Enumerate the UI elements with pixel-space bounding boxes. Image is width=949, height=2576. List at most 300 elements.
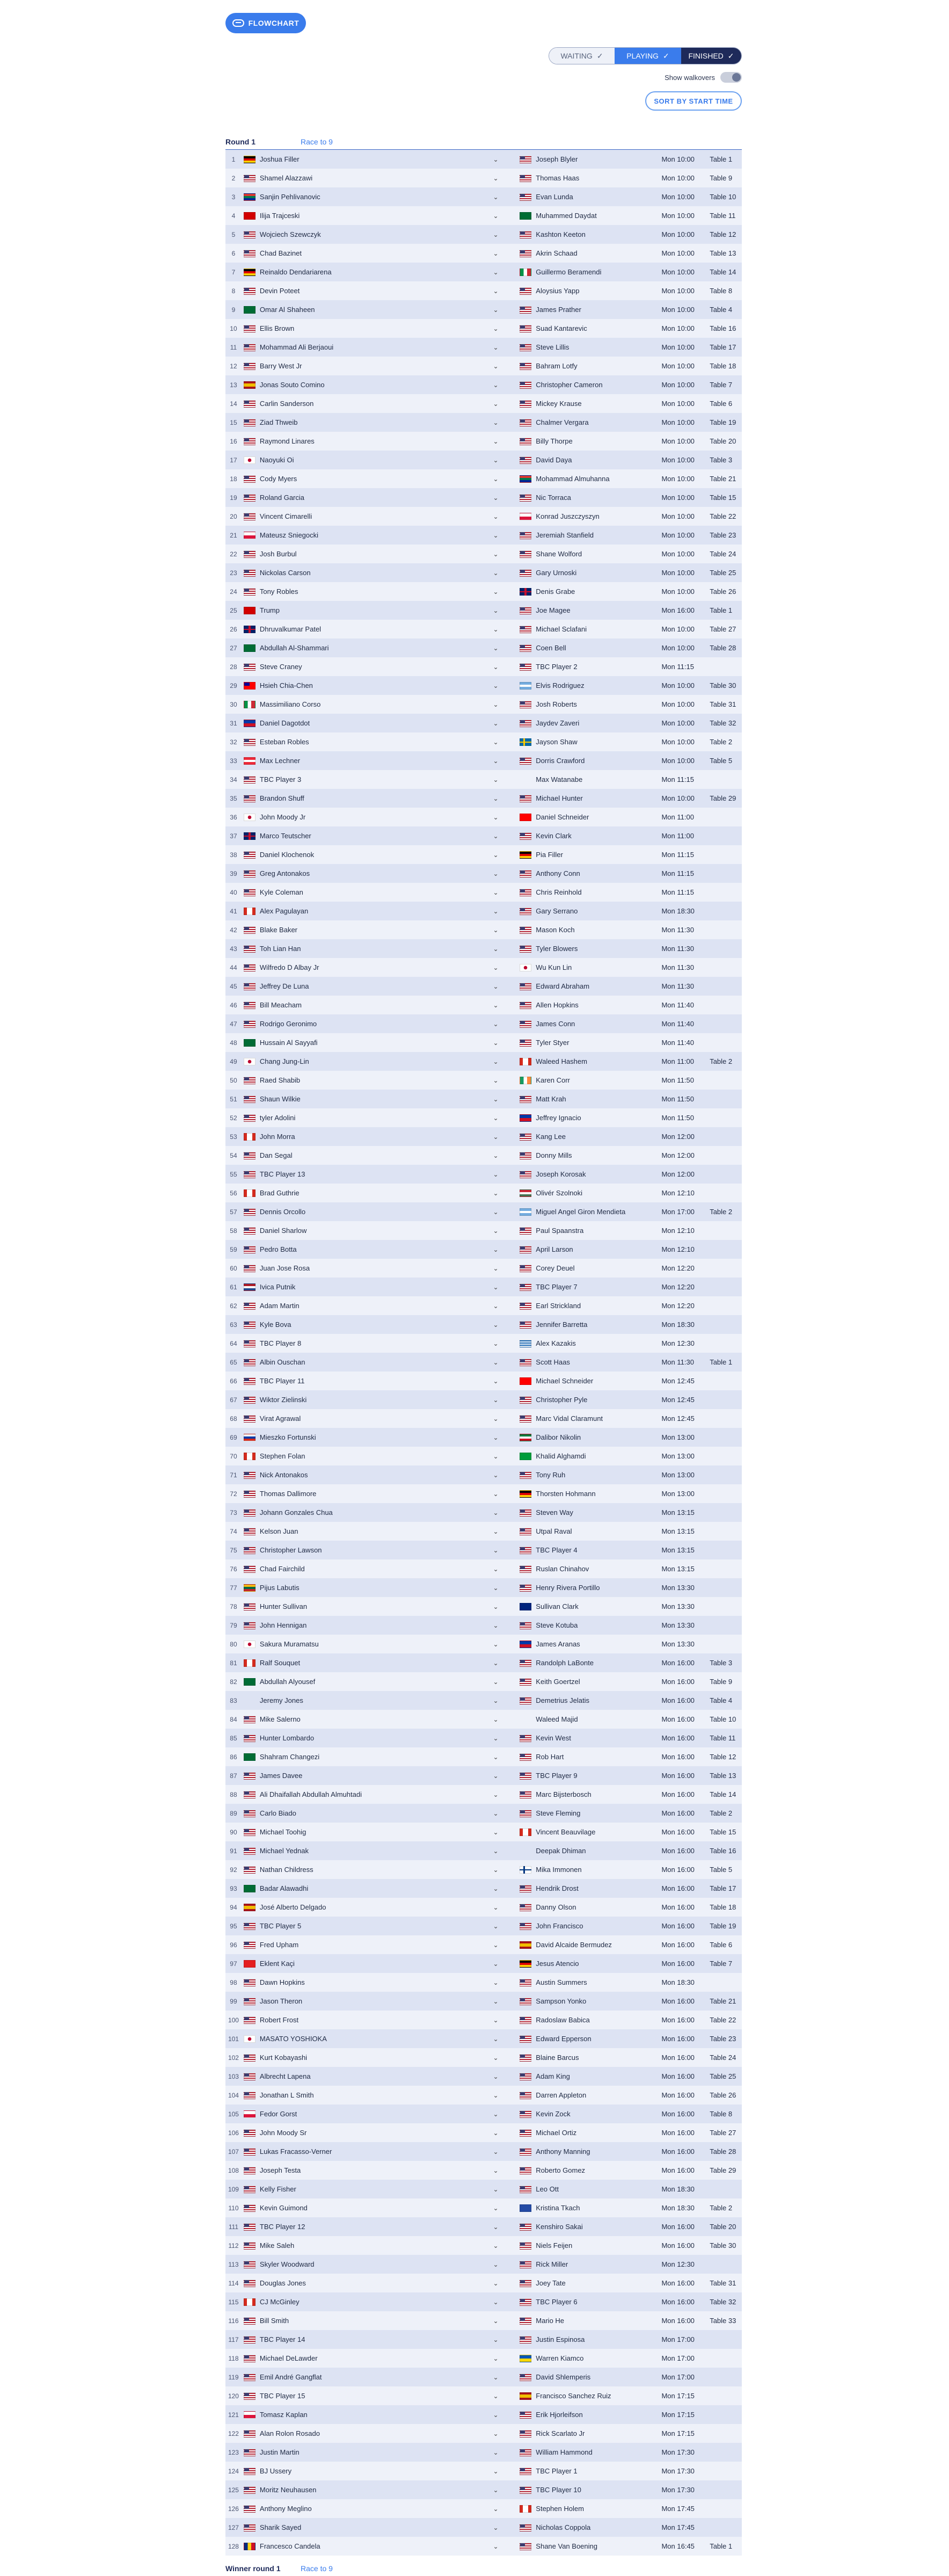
chevron-down-icon[interactable]: ⌄ bbox=[493, 606, 499, 614]
match-row[interactable] bbox=[225, 808, 742, 826]
player-1[interactable] bbox=[242, 193, 493, 201]
player-2[interactable] bbox=[520, 625, 661, 633]
match-row[interactable] bbox=[225, 902, 742, 920]
match-row[interactable] bbox=[225, 357, 742, 375]
player-2[interactable] bbox=[520, 1076, 661, 1084]
match-row[interactable] bbox=[225, 676, 742, 695]
match-row[interactable] bbox=[225, 1221, 742, 1240]
chevron-down-icon[interactable]: ⌄ bbox=[493, 2110, 499, 2118]
match-row[interactable] bbox=[225, 1710, 742, 1729]
chevron-down-icon[interactable]: ⌄ bbox=[493, 2411, 499, 2419]
player-1[interactable] bbox=[242, 1734, 493, 1742]
player-2[interactable] bbox=[520, 531, 661, 539]
chevron-down-icon[interactable]: ⌄ bbox=[493, 1358, 499, 1366]
player-2[interactable] bbox=[520, 1584, 661, 1592]
match-row[interactable] bbox=[225, 225, 742, 244]
player-2[interactable] bbox=[520, 1772, 661, 1780]
chevron-down-icon[interactable]: ⌄ bbox=[493, 945, 499, 953]
player-2[interactable] bbox=[520, 644, 661, 652]
player-1[interactable] bbox=[242, 418, 493, 426]
player-1[interactable] bbox=[242, 1659, 493, 1667]
player-2[interactable] bbox=[520, 1396, 661, 1404]
player-1[interactable] bbox=[242, 2185, 493, 2193]
match-row[interactable] bbox=[225, 563, 742, 582]
match-row[interactable] bbox=[225, 2255, 742, 2274]
player-2[interactable] bbox=[520, 963, 661, 971]
match-row[interactable] bbox=[225, 1315, 742, 1334]
match-row[interactable] bbox=[225, 1541, 742, 1559]
player-2[interactable] bbox=[520, 362, 661, 370]
player-2[interactable] bbox=[520, 606, 661, 614]
player-1[interactable] bbox=[242, 775, 493, 783]
player-1[interactable] bbox=[242, 2335, 493, 2343]
player-2[interactable] bbox=[520, 587, 661, 596]
player-1[interactable] bbox=[242, 343, 493, 351]
player-1[interactable] bbox=[242, 2505, 493, 2513]
match-row[interactable] bbox=[225, 1729, 742, 1747]
player-1[interactable] bbox=[242, 2429, 493, 2437]
player-2[interactable] bbox=[520, 1170, 661, 1178]
match-row[interactable] bbox=[225, 413, 742, 432]
player-2[interactable] bbox=[520, 212, 661, 220]
player-1[interactable] bbox=[242, 2260, 493, 2268]
player-2[interactable] bbox=[520, 2110, 661, 2118]
match-row[interactable] bbox=[225, 864, 742, 883]
player-2[interactable] bbox=[520, 1208, 661, 1216]
player-2[interactable] bbox=[520, 1790, 661, 1798]
chevron-down-icon[interactable]: ⌄ bbox=[493, 2091, 499, 2099]
chevron-down-icon[interactable]: ⌄ bbox=[493, 2505, 499, 2513]
chevron-down-icon[interactable]: ⌄ bbox=[493, 1696, 499, 1704]
match-row[interactable] bbox=[225, 826, 742, 845]
match-row[interactable] bbox=[225, 263, 742, 281]
chevron-down-icon[interactable]: ⌄ bbox=[493, 418, 499, 426]
chevron-down-icon[interactable]: ⌄ bbox=[493, 2147, 499, 2156]
player-2[interactable] bbox=[520, 1903, 661, 1911]
match-row[interactable] bbox=[225, 488, 742, 507]
match-row[interactable] bbox=[225, 2161, 742, 2180]
player-2[interactable] bbox=[520, 1753, 661, 1761]
player-1[interactable] bbox=[242, 362, 493, 370]
chevron-down-icon[interactable]: ⌄ bbox=[493, 1866, 499, 1874]
player-1[interactable] bbox=[242, 1903, 493, 1911]
player-2[interactable] bbox=[520, 1264, 661, 1272]
player-2[interactable] bbox=[520, 1433, 661, 1441]
player-2[interactable] bbox=[520, 1508, 661, 1516]
player-1[interactable] bbox=[242, 1565, 493, 1573]
player-1[interactable] bbox=[242, 212, 493, 220]
match-row[interactable] bbox=[225, 2011, 742, 2029]
player-2[interactable] bbox=[520, 1884, 661, 1892]
player-1[interactable] bbox=[242, 1057, 493, 1065]
player-2[interactable] bbox=[520, 2072, 661, 2080]
match-row[interactable] bbox=[225, 582, 742, 601]
player-1[interactable] bbox=[242, 2298, 493, 2306]
player-2[interactable] bbox=[520, 2505, 661, 2513]
player-1[interactable] bbox=[242, 1189, 493, 1197]
player-1[interactable] bbox=[242, 1133, 493, 1141]
player-1[interactable] bbox=[242, 1602, 493, 1610]
player-1[interactable] bbox=[242, 1320, 493, 1329]
filter-waiting[interactable] bbox=[549, 48, 615, 64]
match-row[interactable] bbox=[225, 244, 742, 263]
chevron-down-icon[interactable]: ⌄ bbox=[493, 2373, 499, 2381]
match-row[interactable] bbox=[225, 1879, 742, 1898]
match-row[interactable] bbox=[225, 1653, 742, 1672]
chevron-down-icon[interactable]: ⌄ bbox=[493, 512, 499, 520]
match-row[interactable] bbox=[225, 2368, 742, 2386]
match-row[interactable] bbox=[225, 338, 742, 357]
player-1[interactable] bbox=[242, 1358, 493, 1366]
chevron-down-icon[interactable]: ⌄ bbox=[493, 1039, 499, 1047]
player-1[interactable] bbox=[242, 268, 493, 276]
player-2[interactable] bbox=[520, 1114, 661, 1122]
player-2[interactable] bbox=[520, 1001, 661, 1009]
chevron-down-icon[interactable]: ⌄ bbox=[493, 2223, 499, 2231]
player-2[interactable] bbox=[520, 1922, 661, 1930]
player-2[interactable] bbox=[520, 926, 661, 934]
player-2[interactable] bbox=[520, 851, 661, 859]
player-2[interactable] bbox=[520, 1151, 661, 1159]
player-1[interactable] bbox=[242, 1960, 493, 1968]
chevron-down-icon[interactable]: ⌄ bbox=[493, 550, 499, 558]
chevron-down-icon[interactable]: ⌄ bbox=[493, 794, 499, 802]
player-1[interactable] bbox=[242, 1264, 493, 1272]
player-2[interactable] bbox=[520, 1414, 661, 1423]
match-row[interactable] bbox=[225, 2029, 742, 2048]
player-2[interactable] bbox=[520, 1847, 661, 1855]
match-row[interactable] bbox=[225, 1992, 742, 2011]
chevron-down-icon[interactable]: ⌄ bbox=[493, 1640, 499, 1648]
player-1[interactable] bbox=[242, 1678, 493, 1686]
player-2[interactable] bbox=[520, 2298, 661, 2306]
chevron-down-icon[interactable]: ⌄ bbox=[493, 1584, 499, 1592]
chevron-down-icon[interactable]: ⌄ bbox=[493, 2486, 499, 2494]
match-row[interactable] bbox=[225, 920, 742, 939]
match-row[interactable] bbox=[225, 1522, 742, 1541]
match-row[interactable] bbox=[225, 1823, 742, 1841]
player-1[interactable] bbox=[242, 1809, 493, 1817]
player-1[interactable] bbox=[242, 2016, 493, 2024]
player-1[interactable] bbox=[242, 644, 493, 652]
chevron-down-icon[interactable]: ⌄ bbox=[493, 1245, 499, 1253]
chevron-down-icon[interactable]: ⌄ bbox=[493, 2241, 499, 2250]
player-2[interactable] bbox=[520, 794, 661, 802]
player-2[interactable] bbox=[520, 418, 661, 426]
chevron-down-icon[interactable]: ⌄ bbox=[493, 1057, 499, 1065]
player-2[interactable] bbox=[520, 400, 661, 408]
match-row[interactable] bbox=[225, 451, 742, 469]
player-2[interactable] bbox=[520, 1245, 661, 1253]
match-row[interactable] bbox=[225, 1259, 742, 1278]
match-row[interactable] bbox=[225, 1898, 742, 1917]
player-1[interactable] bbox=[242, 1114, 493, 1122]
player-1[interactable] bbox=[242, 1039, 493, 1047]
player-2[interactable] bbox=[520, 155, 661, 163]
player-2[interactable] bbox=[520, 1866, 661, 1874]
chevron-down-icon[interactable]: ⌄ bbox=[493, 2260, 499, 2268]
chevron-down-icon[interactable]: ⌄ bbox=[493, 1076, 499, 1084]
chevron-down-icon[interactable]: ⌄ bbox=[493, 1377, 499, 1385]
player-1[interactable] bbox=[242, 1377, 493, 1385]
player-2[interactable] bbox=[520, 1020, 661, 1028]
match-row[interactable] bbox=[225, 1090, 742, 1108]
player-1[interactable] bbox=[242, 287, 493, 295]
match-row[interactable] bbox=[225, 2499, 742, 2518]
player-1[interactable] bbox=[242, 719, 493, 727]
chevron-down-icon[interactable]: ⌄ bbox=[493, 1790, 499, 1798]
player-1[interactable] bbox=[242, 437, 493, 445]
match-row[interactable] bbox=[225, 638, 742, 657]
player-2[interactable] bbox=[520, 249, 661, 257]
chevron-down-icon[interactable]: ⌄ bbox=[493, 1095, 499, 1103]
chevron-down-icon[interactable]: ⌄ bbox=[493, 1960, 499, 1968]
player-1[interactable] bbox=[242, 681, 493, 690]
player-1[interactable] bbox=[242, 1020, 493, 1028]
chevron-down-icon[interactable]: ⌄ bbox=[493, 832, 499, 840]
player-2[interactable] bbox=[520, 663, 661, 671]
chevron-down-icon[interactable]: ⌄ bbox=[493, 982, 499, 990]
player-2[interactable] bbox=[520, 381, 661, 389]
match-row[interactable] bbox=[225, 1033, 742, 1052]
chevron-down-icon[interactable]: ⌄ bbox=[493, 1471, 499, 1479]
chevron-down-icon[interactable]: ⌄ bbox=[493, 306, 499, 314]
chevron-down-icon[interactable]: ⌄ bbox=[493, 1227, 499, 1235]
player-1[interactable] bbox=[242, 738, 493, 746]
player-1[interactable] bbox=[242, 2204, 493, 2212]
player-2[interactable] bbox=[520, 2241, 661, 2250]
chevron-down-icon[interactable]: ⌄ bbox=[493, 1170, 499, 1178]
chevron-down-icon[interactable]: ⌄ bbox=[493, 1208, 499, 1216]
match-row[interactable] bbox=[225, 169, 742, 187]
chevron-down-icon[interactable]: ⌄ bbox=[493, 2204, 499, 2212]
player-2[interactable] bbox=[520, 1527, 661, 1535]
player-1[interactable] bbox=[242, 1339, 493, 1347]
chevron-down-icon[interactable]: ⌄ bbox=[493, 2542, 499, 2550]
player-1[interactable] bbox=[242, 400, 493, 408]
player-2[interactable] bbox=[520, 1133, 661, 1141]
player-2[interactable] bbox=[520, 775, 661, 783]
player-2[interactable] bbox=[520, 2035, 661, 2043]
chevron-down-icon[interactable]: ⌄ bbox=[493, 569, 499, 577]
chevron-down-icon[interactable]: ⌄ bbox=[493, 249, 499, 257]
player-2[interactable] bbox=[520, 2204, 661, 2212]
chevron-down-icon[interactable]: ⌄ bbox=[493, 700, 499, 708]
match-row[interactable] bbox=[225, 1954, 742, 1973]
player-2[interactable] bbox=[520, 2354, 661, 2362]
chevron-down-icon[interactable]: ⌄ bbox=[493, 775, 499, 783]
player-1[interactable] bbox=[242, 2279, 493, 2287]
player-2[interactable] bbox=[520, 1659, 661, 1667]
match-row[interactable] bbox=[225, 187, 742, 206]
player-1[interactable] bbox=[242, 1866, 493, 1874]
player-1[interactable] bbox=[242, 2523, 493, 2531]
match-row[interactable] bbox=[225, 732, 742, 751]
chevron-down-icon[interactable]: ⌄ bbox=[493, 531, 499, 539]
player-2[interactable] bbox=[520, 1302, 661, 1310]
player-1[interactable] bbox=[242, 1922, 493, 1930]
chevron-down-icon[interactable]: ⌄ bbox=[493, 2354, 499, 2362]
player-2[interactable] bbox=[520, 193, 661, 201]
player-1[interactable] bbox=[242, 2110, 493, 2118]
match-row[interactable] bbox=[225, 1973, 742, 1992]
match-row[interactable] bbox=[225, 1334, 742, 1353]
chevron-down-icon[interactable]: ⌄ bbox=[493, 1490, 499, 1498]
player-1[interactable] bbox=[242, 2072, 493, 2080]
chevron-down-icon[interactable]: ⌄ bbox=[493, 343, 499, 351]
player-2[interactable] bbox=[520, 1339, 661, 1347]
match-row[interactable] bbox=[225, 526, 742, 545]
player-1[interactable] bbox=[242, 1584, 493, 1592]
chevron-down-icon[interactable]: ⌄ bbox=[493, 2467, 499, 2475]
player-1[interactable] bbox=[242, 2354, 493, 2362]
chevron-down-icon[interactable]: ⌄ bbox=[493, 2035, 499, 2043]
chevron-down-icon[interactable]: ⌄ bbox=[493, 1809, 499, 1817]
match-row[interactable] bbox=[225, 2480, 742, 2499]
player-2[interactable] bbox=[520, 1828, 661, 1836]
match-row[interactable] bbox=[225, 1127, 742, 1146]
player-2[interactable] bbox=[520, 1960, 661, 1968]
player-1[interactable] bbox=[242, 306, 493, 314]
player-2[interactable] bbox=[520, 1809, 661, 1817]
player-1[interactable] bbox=[242, 2411, 493, 2419]
match-row[interactable] bbox=[225, 2274, 742, 2292]
match-row[interactable] bbox=[225, 1691, 742, 1710]
player-1[interactable] bbox=[242, 1978, 493, 1986]
chevron-down-icon[interactable]: ⌄ bbox=[493, 155, 499, 163]
player-2[interactable] bbox=[520, 2053, 661, 2062]
chevron-down-icon[interactable]: ⌄ bbox=[493, 2053, 499, 2062]
player-1[interactable] bbox=[242, 625, 493, 633]
player-2[interactable] bbox=[520, 2147, 661, 2156]
chevron-down-icon[interactable]: ⌄ bbox=[493, 2317, 499, 2325]
player-2[interactable] bbox=[520, 343, 661, 351]
player-2[interactable] bbox=[520, 494, 661, 502]
match-row[interactable] bbox=[225, 300, 742, 319]
chevron-down-icon[interactable]: ⌄ bbox=[493, 2429, 499, 2437]
player-1[interactable] bbox=[242, 1640, 493, 1648]
player-1[interactable] bbox=[242, 1621, 493, 1629]
match-row[interactable] bbox=[225, 1409, 742, 1428]
match-row[interactable] bbox=[225, 2123, 742, 2142]
player-2[interactable] bbox=[520, 1227, 661, 1235]
player-1[interactable] bbox=[242, 2486, 493, 2494]
player-1[interactable] bbox=[242, 2129, 493, 2137]
player-1[interactable] bbox=[242, 550, 493, 558]
player-1[interactable] bbox=[242, 381, 493, 389]
player-2[interactable] bbox=[520, 888, 661, 896]
match-row[interactable] bbox=[225, 1860, 742, 1879]
chevron-down-icon[interactable]: ⌄ bbox=[493, 1997, 499, 2005]
player-1[interactable] bbox=[242, 155, 493, 163]
match-row[interactable] bbox=[225, 2292, 742, 2311]
chevron-down-icon[interactable]: ⌄ bbox=[493, 813, 499, 821]
chevron-down-icon[interactable]: ⌄ bbox=[493, 2072, 499, 2080]
match-row[interactable] bbox=[225, 1578, 742, 1597]
player-2[interactable] bbox=[520, 1490, 661, 1498]
match-row[interactable] bbox=[225, 1108, 742, 1127]
match-row[interactable] bbox=[225, 2180, 742, 2198]
match-row[interactable] bbox=[225, 545, 742, 563]
chevron-down-icon[interactable]: ⌄ bbox=[493, 926, 499, 934]
match-row[interactable] bbox=[225, 1635, 742, 1653]
player-1[interactable] bbox=[242, 1772, 493, 1780]
chevron-down-icon[interactable]: ⌄ bbox=[493, 1414, 499, 1423]
chevron-down-icon[interactable]: ⌄ bbox=[493, 1433, 499, 1441]
chevron-down-icon[interactable]: ⌄ bbox=[493, 2523, 499, 2531]
chevron-down-icon[interactable]: ⌄ bbox=[493, 174, 499, 182]
match-row[interactable] bbox=[225, 1672, 742, 1691]
player-2[interactable] bbox=[520, 719, 661, 727]
match-row[interactable] bbox=[225, 1559, 742, 1578]
player-1[interactable] bbox=[242, 1884, 493, 1892]
filter-playing[interactable] bbox=[615, 48, 681, 64]
match-row[interactable] bbox=[225, 695, 742, 714]
chevron-down-icon[interactable]: ⌄ bbox=[493, 1715, 499, 1723]
match-row[interactable] bbox=[225, 1465, 742, 1484]
match-row[interactable] bbox=[225, 281, 742, 300]
match-row[interactable] bbox=[225, 770, 742, 789]
match-row[interactable] bbox=[225, 1296, 742, 1315]
match-row[interactable] bbox=[225, 2067, 742, 2086]
player-2[interactable] bbox=[520, 2486, 661, 2494]
player-1[interactable] bbox=[242, 531, 493, 539]
player-2[interactable] bbox=[520, 475, 661, 483]
match-row[interactable] bbox=[225, 1841, 742, 1860]
player-2[interactable] bbox=[520, 1095, 661, 1103]
player-2[interactable] bbox=[520, 437, 661, 445]
player-2[interactable] bbox=[520, 1978, 661, 1986]
player-1[interactable] bbox=[242, 2053, 493, 2062]
player-2[interactable] bbox=[520, 681, 661, 690]
player-2[interactable] bbox=[520, 1678, 661, 1686]
match-row[interactable] bbox=[225, 1165, 742, 1184]
player-1[interactable] bbox=[242, 851, 493, 859]
player-1[interactable] bbox=[242, 1208, 493, 1216]
player-2[interactable] bbox=[520, 1696, 661, 1704]
player-2[interactable] bbox=[520, 2373, 661, 2381]
chevron-down-icon[interactable]: ⌄ bbox=[493, 888, 499, 896]
player-2[interactable] bbox=[520, 1283, 661, 1291]
player-2[interactable] bbox=[520, 1640, 661, 1648]
player-2[interactable] bbox=[520, 832, 661, 840]
match-row[interactable] bbox=[225, 1503, 742, 1522]
player-1[interactable] bbox=[242, 1433, 493, 1441]
player-1[interactable] bbox=[242, 456, 493, 464]
player-1[interactable] bbox=[242, 2392, 493, 2400]
match-row[interactable] bbox=[225, 2462, 742, 2480]
chevron-down-icon[interactable]: ⌄ bbox=[493, 1753, 499, 1761]
match-row[interactable] bbox=[225, 2198, 742, 2217]
match-row[interactable] bbox=[225, 1597, 742, 1616]
chevron-down-icon[interactable]: ⌄ bbox=[493, 193, 499, 201]
player-1[interactable] bbox=[242, 606, 493, 614]
player-2[interactable] bbox=[520, 2166, 661, 2174]
player-1[interactable] bbox=[242, 1302, 493, 1310]
match-row[interactable] bbox=[225, 432, 742, 451]
player-2[interactable] bbox=[520, 2411, 661, 2419]
player-2[interactable] bbox=[520, 1452, 661, 1460]
player-2[interactable] bbox=[520, 700, 661, 708]
chevron-down-icon[interactable]: ⌄ bbox=[493, 1020, 499, 1028]
player-2[interactable] bbox=[520, 2317, 661, 2325]
chevron-down-icon[interactable]: ⌄ bbox=[493, 287, 499, 295]
match-row[interactable] bbox=[225, 2236, 742, 2255]
player-2[interactable] bbox=[520, 2129, 661, 2137]
match-row[interactable] bbox=[225, 2537, 742, 2556]
chevron-down-icon[interactable]: ⌄ bbox=[493, 851, 499, 859]
chevron-down-icon[interactable]: ⌄ bbox=[493, 437, 499, 445]
